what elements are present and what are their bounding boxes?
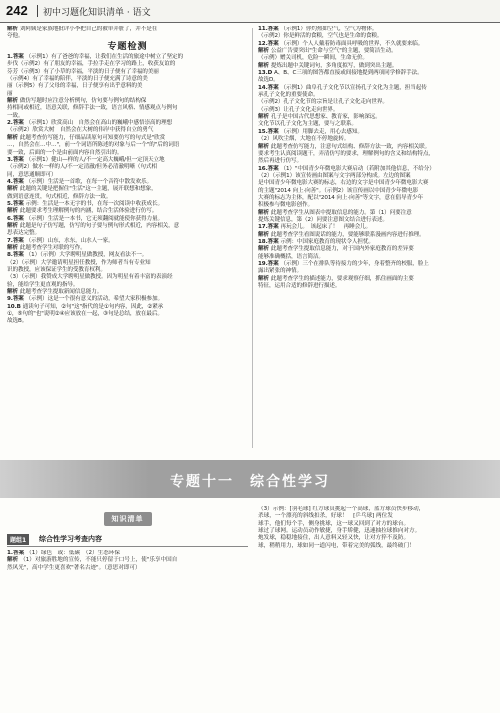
answer-text: 此题考查仿写能力，仔细品读原句可知要仿写的句式是"欣赏 <box>19 134 166 141</box>
text-line <box>7 186 248 193</box>
text-line <box>7 142 248 149</box>
left-intro <box>7 26 248 41</box>
answer-text: 丽 <box>7 90 13 97</box>
text-line <box>7 252 248 259</box>
header-rule <box>0 22 500 23</box>
text-line <box>258 535 494 542</box>
column-divider <box>252 28 253 448</box>
answer-label: 解析 <box>258 114 271 121</box>
answer-text: 露出紧张的神情。 <box>258 268 302 275</box>
text-line <box>7 127 248 134</box>
knowledge-point-title: 综合性学习考查内容 <box>39 535 102 543</box>
text-line <box>258 55 494 62</box>
answer-label: 2.答案 <box>7 120 26 127</box>
text-line <box>258 254 494 261</box>
answer-text: 持相同或相近，语意关联，修辞手法一致，语言风格、情感观点与例句 <box>7 105 178 112</box>
answer-text: （示例2）孔子文化节的宗旨是让孔子文化走向世界。 <box>258 99 388 106</box>
text-line <box>7 557 248 564</box>
answer-text: 步伐（示例2）有了朋友的幸福，手拉手走在学习的路上，收获友谊的 <box>7 61 176 68</box>
knowledge-point-heading <box>7 534 248 547</box>
answer-text: 提炼出题中关键词句，多角度拟写，做到突出主题。 <box>270 62 398 69</box>
answer-text: （2）（示例）大学邀请明星担任教授，作为师者当有专业知 <box>7 259 151 266</box>
answer-text: 特征，运用合适的修辞进行描述。 <box>258 283 341 290</box>
answer-label: 解析 <box>258 209 271 216</box>
text-line <box>258 224 494 231</box>
text-line <box>258 232 494 239</box>
answer-text: （示例）三个在排队等待接力的少年，身着整齐的校服，脸上 <box>280 261 429 267</box>
answer-label: 16.答案 <box>258 165 281 172</box>
answer-label: 解析 <box>258 143 271 150</box>
chapter-banner <box>0 460 500 498</box>
answer-text: 此题考查学生的描述能力，要求观察仔细，抓住画面的主要 <box>270 275 414 282</box>
answer-text: 做仿写题时应注意分析例句，仿句要与例句的结构保 <box>19 98 147 105</box>
answer-text: 孔子是中国古代思想家、教育家，影响深远。 <box>270 114 381 121</box>
text-line <box>258 210 494 217</box>
answer-text: （1）（示例）大学聘明星做教授，网友看法不一。 <box>25 252 148 259</box>
text-line <box>7 296 248 303</box>
text-line <box>7 565 248 572</box>
answer-label: 解析 <box>7 222 20 229</box>
answer-text: （示例1）你灼热如空气，空气为物体。 <box>280 26 378 32</box>
answer-text: （示例2）做水一样的人/不一定清澈/但务必清澈明晰（句式相 <box>7 164 157 171</box>
answer-text: （1）绿色 或：低碳 （2）生态环保 <box>26 550 120 556</box>
answer-text: 积极参与微电影创作。 <box>258 202 313 209</box>
answer-text: ①，⑤句的"也"说明②④应该放在一起，③句是总结，放在最后。 <box>7 311 163 318</box>
answer-label: 5.答案 <box>7 200 26 207</box>
answer-label: 17.答案 <box>258 224 281 231</box>
answer-text: 炮发球，稳稳地接住，出人意料又轻又快，让对方猝不及防。 <box>258 535 410 542</box>
text-line <box>258 521 494 528</box>
page-header <box>0 0 500 22</box>
answer-text: 能够准确概括，语言简洁。 <box>258 253 324 260</box>
chapter-title: 专题十一 综合性学习 <box>170 474 330 490</box>
answer-text: （示例3）让孔子文化走向世界。 <box>258 106 339 113</box>
answer-text: 验，能给学生更直观的指导。 <box>7 281 79 288</box>
answer-label: 15.答案 <box>258 128 281 135</box>
text-line <box>258 268 494 275</box>
text-line <box>7 91 248 98</box>
answer-text: 然后再进行仿写。 <box>258 158 302 165</box>
answer-text: 大赛的标志为主体，配以"2014 向上·向善"等文字，意在倡导青少年 <box>258 194 423 201</box>
book-title: 初中习题化知识清单 · 语文 <box>43 8 151 18</box>
text-line <box>258 136 494 143</box>
answer-text: A、B、C三项的图答都直接或间接地提到两项同学修辞手法。 <box>274 70 423 77</box>
answer-text: （示例1）健山—样的人/不一定高大巍峨/但一定顶天立地 <box>25 156 165 163</box>
answer-label: 解析 <box>7 244 20 251</box>
text-line <box>7 238 248 245</box>
answer-text: 此题要求考生理解例句的内涵，结合生活体验进行仿写。 <box>19 208 158 215</box>
answer-text: 通读句子可知，②句"这"指代的是①句内容，因此，②紧承 <box>22 303 164 310</box>
text-line <box>7 216 248 223</box>
answer-text: 要一致，后面的一个是由前面内容自然引出的。 <box>7 149 123 156</box>
answer-text: （示例4）有了幸福的陪伴，平淡的日子便充满了诗意的美 <box>7 76 148 83</box>
right-column <box>258 26 494 458</box>
answer-text: 提炼关键信息，第（2）问要注意图文结合进行表述。 <box>258 216 388 223</box>
answer-text: 是中国青少年微电影大赛的标志，右边的文字是中国青少年微电影大赛 <box>258 180 429 187</box>
text-line <box>7 223 248 230</box>
text-line <box>258 70 494 77</box>
text-line <box>7 69 248 76</box>
answer-text: 杀球，一个漂亮的斜线扣杀，好球！ [乒乓球] 两位发 <box>258 513 393 520</box>
answer-label: 7.答案 <box>7 237 26 244</box>
answer-text: 同，意思通顺即可） <box>7 171 57 178</box>
answer-text: 此题考查学生提取新闻信息能力。 <box>19 289 103 296</box>
text-line <box>7 208 248 215</box>
answer-text: 丽（示例5）有了父母的幸福，日子便享有出乎意料的美 <box>7 83 143 90</box>
answer-text: 一致。 <box>7 112 24 119</box>
text-line <box>7 274 248 281</box>
answer-label: 解析 <box>7 134 20 141</box>
answer-label: 11.答案 <box>258 26 281 32</box>
answer-text: 思表达完整。 <box>7 230 40 237</box>
answer-label: 13.D <box>258 70 274 77</box>
answer-label: 解析 <box>7 98 20 105</box>
text-line <box>7 260 248 267</box>
answer-text: 故选B。 <box>7 318 28 325</box>
answer-text: 球过了球网。运动员动作敏捷，身手矫健，迅速抽拉球推向对方。 <box>258 528 421 535</box>
lower-right-text <box>258 506 494 550</box>
answer-label: 解析 <box>7 26 20 32</box>
answer-text: 此题的关键是把握住"生活"这一主题，展开联想和想象， <box>19 186 157 193</box>
knowledge-list-label: 知识清单 <box>104 512 152 526</box>
answer-text: 此题考查仿写能力，注意句式结构、修辞方法一致，内容相关联。 <box>270 143 431 150</box>
answer-label: 9.答案 <box>7 296 26 303</box>
answer-text: （示例）生活是一首歌，在每一个音符中散发欢乐。 <box>25 178 153 185</box>
text-line <box>258 77 494 84</box>
answer-label: 19.答案 <box>258 261 281 267</box>
answer-text: （3）示例：[羽毛球] 红方球员挑起一个高球，蓝方球员快步移动， <box>258 506 425 512</box>
answer-text: （示例2）欣赏大树 自然会在大树的伟岸中获得自立的勇气 <box>7 127 154 134</box>
text-line <box>7 105 248 112</box>
answer-label: 解析 <box>258 48 271 55</box>
answer-label: 12.答案 <box>258 40 281 47</box>
text-line <box>7 172 248 179</box>
answer-text: （示例）这是一个很有意义的活动，希望大家积极参加。 <box>25 296 164 303</box>
answer-text: …，自然会在…中…"，前一个词语所陈述的对象与后一个"的"后的词语 <box>7 142 180 149</box>
answer-text: （3）（示例）我赞成大学聘明星做教授。因为明星有着丰富的表演经 <box>7 274 173 281</box>
text-line <box>258 276 494 283</box>
answer-text: 夸他。 <box>7 33 24 40</box>
answer-text: （示例）生活是一本书，它无须翻阅就能使你获得力量。 <box>25 215 164 222</box>
knowledge-section <box>7 506 248 572</box>
text-line <box>7 61 248 68</box>
answer-text: 此题考查学生对联的写作。 <box>19 244 86 251</box>
text-line <box>258 85 494 92</box>
answer-label: 解析 <box>7 289 20 296</box>
left-column <box>7 26 248 458</box>
answer-text: 再玩会儿。 该起床了！ 再睡会儿。 <box>280 224 372 231</box>
answer-text: （2）风吹尘烟，大地在不停地旋转。 <box>258 136 350 143</box>
answer-label: 1.答案 <box>7 550 27 556</box>
answer-label: 18.答案 <box>258 238 281 245</box>
answer-text: 此题考查学生从图表中提取信息的能力。第（1）问要注意 <box>270 209 412 216</box>
answer-text: 要求考生认真阅读题干，弄清仿写的要求，理解例句的含义和结构特点， <box>258 150 434 157</box>
text-line <box>7 150 248 157</box>
answer-label: 解析 <box>7 208 20 215</box>
answer-text: 球手，他们每个手，侧身挑球，这一球又回到了对方的球台。 <box>258 520 410 527</box>
text-line <box>7 282 248 289</box>
answer-text: 识的教授，应该保证学生的受教育权利。 <box>7 267 106 273</box>
text-line <box>7 164 248 171</box>
text-line <box>7 194 248 201</box>
text-line <box>7 311 248 318</box>
header-divider <box>37 5 38 17</box>
answer-text: 球，稍稍用力，球如同一道闪电，带着完美的弧线，最终破门！ <box>258 542 415 549</box>
answer-text: （1）对旅游胜地的宣传，不能只停留于口号上，使"乐享中国自 <box>20 557 178 564</box>
answer-text: 芬芳（示例3）有了小草的幸福，平淡的日子便有了幸福的美丽 <box>7 68 159 75</box>
text-line <box>258 543 494 550</box>
answer-label: 解析 <box>7 186 20 193</box>
section-title: 专题检测 <box>107 41 148 52</box>
answer-label: 14.答案 <box>258 84 281 91</box>
text-line <box>258 63 494 70</box>
answer-text: （示例1）曲阜孔子文化节以宣扬孔子文化为主题，担当起传 <box>280 84 427 91</box>
answer-text: 公益广告要突出"生命与空气"的主题，要简洁生动。 <box>270 48 397 55</box>
answer-text: （2）（示例1）该宣传画由图案与文字两部分构成。左边的图案 <box>258 172 411 179</box>
answer-label: 10.B <box>7 303 23 310</box>
text-line <box>7 83 248 90</box>
answer-label: 4.答案 <box>7 178 26 185</box>
right-answers <box>258 26 494 290</box>
answer-text: （示例2）你是鲜活的食粮，空气也是生命的食粮。 <box>258 33 383 40</box>
answer-text: 此题考查学生提取信息能力，对于国内外家庭教育的差异要 <box>270 246 414 253</box>
text-line <box>258 166 494 173</box>
text-line <box>258 33 494 40</box>
answer-text: 然风光"，高中学生更喜欢"著名古迹"。（意思对即可） <box>7 564 141 571</box>
answer-text: （示例）赠关司机，危险一瞬间，生命无价。 <box>258 55 368 62</box>
answer-label: 解析 <box>258 231 271 238</box>
text-line <box>258 283 494 290</box>
text-line <box>258 144 494 151</box>
answer-text: 承孔子文化的重要使命。 <box>258 92 319 99</box>
answer-text: （示例）山东，水东，山水人一家。 <box>25 237 114 244</box>
answer-text: 示例：生活是一本无字的书，在每一次阅读中收获成长。 <box>25 200 164 207</box>
page-number: 242 <box>6 3 28 18</box>
text-line <box>7 230 248 237</box>
text-line <box>258 513 494 520</box>
answer-text: 文化节以孔子文化为主题，要与之联系。 <box>258 121 357 128</box>
text-line <box>258 246 494 253</box>
answer-text: 此题考查学生看图说话的能力，要能够联系漫画内容进行推理。 <box>270 231 425 238</box>
answer-text: 刘阿姨是家族地批评小李把自己的被单弄脏了，并不是在 <box>19 26 158 32</box>
text-line <box>258 41 494 48</box>
answer-text: （示例1）欣赏高山 自然会在高山的巍峨中感悟崇高的理想 <box>25 120 172 127</box>
text-line <box>7 304 248 311</box>
answer-text: （示例）个人人戴着防毒面具呼吸的世界，不久就要来临。 <box>280 40 424 47</box>
answer-text: 的主题"2014 向上·向善"。（示例2）该宣传画以中国青少年微电影 <box>258 187 419 194</box>
answer-text: （1）"中国青少年微电影大赛启动（若附加其他信息，不给分） <box>280 165 435 172</box>
text-line <box>7 26 248 33</box>
knowledge-answers <box>7 550 248 572</box>
text-line <box>7 318 248 325</box>
text-line <box>258 188 494 195</box>
answer-text: 故选D。 <box>258 77 279 84</box>
answer-label: 1.答案 <box>7 54 26 61</box>
text-line <box>258 121 494 128</box>
answer-label: 解析 <box>258 246 271 253</box>
text-line <box>258 180 494 187</box>
answer-label: 解析 <box>258 62 271 69</box>
answer-label: 8.答案 <box>7 252 26 259</box>
answer-text: 此题是句子仿写题，仿写的句子要与例句形式相近，内容相关，意 <box>19 222 180 229</box>
answer-label: 解析 <box>258 275 271 282</box>
answer-text: 示例：中国家庭教育的现状令人担忧。 <box>280 238 374 245</box>
answer-label: 解析 <box>7 557 21 564</box>
text-line <box>7 33 248 40</box>
text-line <box>258 202 494 209</box>
answer-label: 6.答案 <box>7 215 26 222</box>
answer-text: 做到语意连贯，句式相近，修辞方法一致。 <box>7 193 112 200</box>
left-answers <box>7 54 248 326</box>
knowledge-point-tag: 题组1 <box>7 534 29 545</box>
answer-text: （示例1）有了爸爸的幸福，让我们在生活的旅途中树立了坚定的 <box>25 54 183 61</box>
answer-text: （示例）用脚去走，用心去感知。 <box>280 128 363 135</box>
text-line <box>258 99 494 106</box>
text-line <box>258 158 494 165</box>
answer-label: 3.答案 <box>7 156 26 163</box>
